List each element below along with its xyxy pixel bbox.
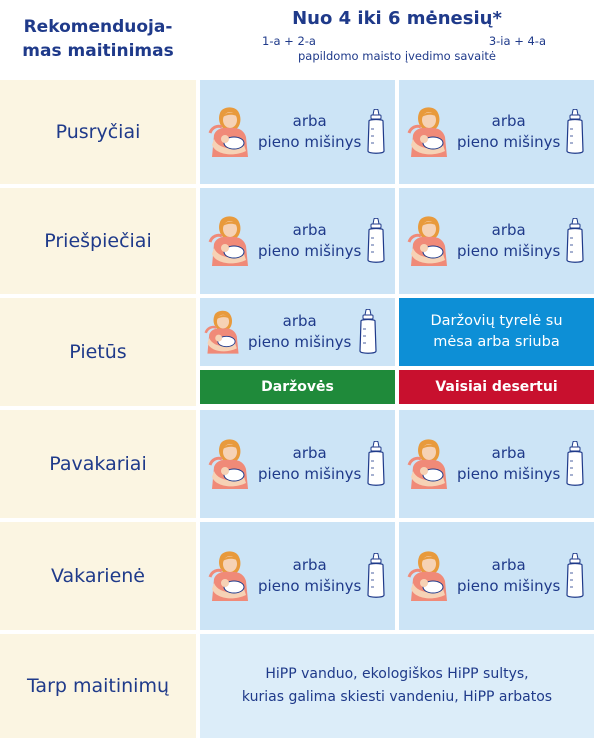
mix-text: pieno mišinys [457, 465, 561, 483]
dinner-week12-cell [200, 522, 395, 630]
vegetables-bar: Daržovės [200, 370, 395, 404]
lunch-week34-cell [399, 298, 594, 366]
lunch-week12-cell [200, 298, 395, 366]
baby-bottle-icon [357, 309, 379, 355]
baby-bottle-icon [365, 218, 387, 264]
baby-bottle-icon [564, 553, 586, 599]
baby-bottle-icon [564, 218, 586, 264]
row-label-pavakariai: Pavakariai [0, 410, 196, 518]
afternoon-week12-cell [200, 410, 395, 518]
arba-text: arba [292, 221, 327, 239]
row-label-vakariene: Vakarienė [0, 522, 196, 630]
between-line2: kurias galima skiesti vandeniu, HiPP arbatos [241, 689, 553, 705]
baby-bottle-icon [365, 553, 387, 599]
row-label-pusryciai: Pusryčiai [0, 80, 196, 184]
breakfast-week34-cell [399, 80, 594, 184]
breastfeeding-mother-icon [208, 214, 252, 268]
breastfeeding-mother-icon [407, 549, 451, 603]
between-line1: HiPP vanduo, ekologiškos HiPP sultys, [265, 666, 529, 682]
header-left-line1: Rekomenduoja- [23, 17, 173, 37]
arba-text: arba [491, 112, 526, 130]
between-meals-cell [200, 634, 594, 738]
breastfeeding-mother-icon [208, 549, 252, 603]
arba-text: arba [491, 444, 526, 462]
cell-text [258, 555, 361, 597]
breastfeeding-mother-icon [407, 105, 451, 159]
mix-text: pieno mišinys [248, 333, 352, 351]
lunch-right-line2: mėsa arba sriuba [433, 334, 560, 350]
mix-text: pieno mišinys [457, 242, 561, 260]
header-left [0, 0, 196, 78]
mix-text: pieno mišinys [258, 577, 362, 595]
lunch-right-line1: Daržovių tyrelė su [430, 313, 563, 329]
weeks-right: 3-ia + 4-a [488, 34, 546, 48]
header-weeks [200, 34, 594, 48]
weeks-left: 1-a + 2-a [262, 34, 316, 48]
cell-text [457, 111, 560, 153]
mix-text: pieno mišinys [457, 133, 561, 151]
mix-text: pieno mišinys [258, 242, 362, 260]
breastfeeding-mother-icon [407, 214, 451, 268]
header-subtitle: papildomo maisto įvedimo savaitė [297, 49, 497, 63]
mix-text: pieno mišinys [457, 577, 561, 595]
arba-text: arba [282, 312, 317, 330]
header-title: Nuo 4 iki 6 mėnesių* [292, 8, 502, 29]
cell-text [258, 443, 361, 485]
dinner-week34-cell [399, 522, 594, 630]
mix-text: pieno mišinys [258, 133, 362, 151]
breakfast-week12-cell [200, 80, 395, 184]
row-label-pietus: Pietūs [0, 298, 196, 406]
cell-text [457, 443, 560, 485]
mix-text: pieno mišinys [258, 465, 362, 483]
baby-bottle-icon [365, 109, 387, 155]
breastfeeding-mother-icon [407, 437, 451, 491]
arba-text: arba [491, 556, 526, 574]
breastfeeding-mother-icon [204, 308, 242, 356]
row-label-priespieciai: Priešpiečiai [0, 188, 196, 294]
cell-text [457, 220, 560, 262]
breastfeeding-mother-icon [208, 437, 252, 491]
header-right [200, 0, 594, 78]
header-left-line2: mas maitinimas [22, 41, 174, 61]
arba-text: arba [491, 221, 526, 239]
row-label-tarp-maitinimu: Tarp maitinimų [0, 634, 196, 738]
brunch-week34-cell [399, 188, 594, 294]
cell-text [258, 220, 361, 262]
cell-text [248, 311, 351, 353]
breastfeeding-mother-icon [208, 105, 252, 159]
brunch-week12-cell [200, 188, 395, 294]
cell-text [258, 111, 361, 153]
baby-bottle-icon [564, 109, 586, 155]
baby-bottle-icon [365, 441, 387, 487]
arba-text: arba [292, 556, 327, 574]
fruit-dessert-bar: Vaisiai desertui [399, 370, 594, 404]
afternoon-week34-cell [399, 410, 594, 518]
baby-bottle-icon [564, 441, 586, 487]
arba-text: arba [292, 112, 327, 130]
cell-text [457, 555, 560, 597]
arba-text: arba [292, 444, 327, 462]
